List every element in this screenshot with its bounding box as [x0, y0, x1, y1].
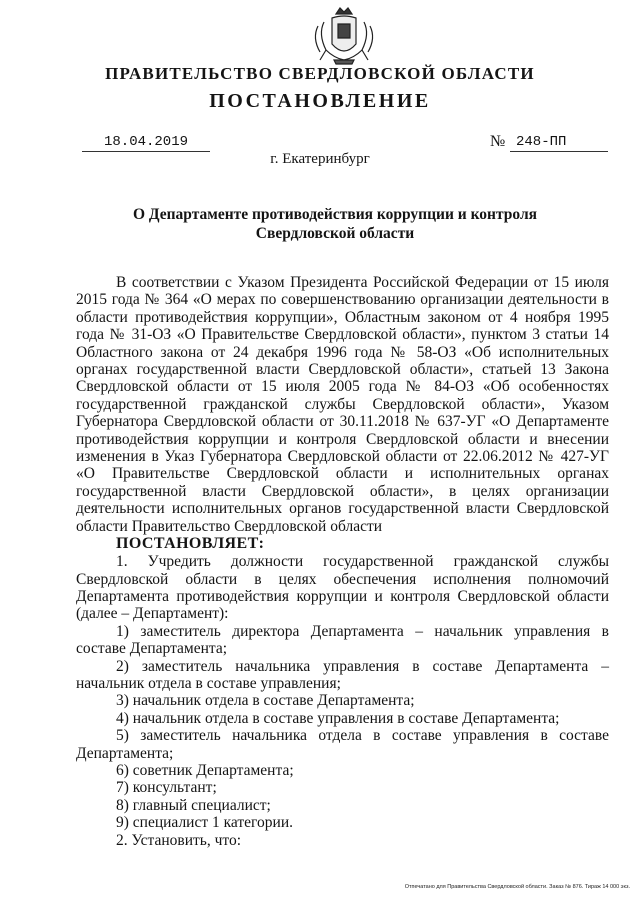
- title-line-1: О Департаменте противодействия коррупции и контроля: [132, 206, 538, 223]
- title-line-2: Свердловской области: [255, 225, 415, 242]
- document-date: 18.04.2019: [82, 134, 210, 152]
- list-item: 1) заместитель директора Департамента – начальник управления в составе Департамента;: [76, 622, 609, 658]
- list-item: 6) советник Департамента;: [116, 761, 294, 779]
- paragraph-2: 2. Установить, что:: [116, 831, 242, 849]
- list-item: 4) начальник отдела в составе управления в составе Департамента;: [116, 709, 560, 727]
- paragraph-1: 1. Учредить должности государственной гражданской службы Свердловской области в целях обеспечения исполнения полномочий Департамента противодействия коррупции и контроля Свердловской области (далее – Департамент):: [76, 553, 609, 623]
- list-item: 7) консультант;: [116, 779, 217, 797]
- preamble-paragraph: В соответствии с Указом Президента Российской Федерации от 15 июля 2015 года № 364 «О мерах по совершенствованию организации деятельности в области противодействия коррупции», Областным законом от 4 ноября 1995 года № 31-ОЗ «О Правительстве Свердловской области», пунктом 3 статьи 14 Областного закона от 24 декабря 1996 года № 58-ОЗ «Об исполнительных органах государственной власти Свердловской области», статьей 13 Закона Свердловской области от 15 июля 2005 года № 84-ОЗ «Об особенностях государственной гражданской службы Свердловской области», Указом Губернатора Свердловской области от 30.11.2018 № 637-УГ «О Департаменте противодействия коррупции и контроля Свердловской области и внесении изменения в Указ Губернатора Свердловской области от 22.06.2012 № 427-УГ «О Правительстве Свердловской области и исполнительных органах государственной власти Свердловской области», в целях организации деятельности исполнительных органов государственной власти Свердловской области Правительство Свердловской области: [76, 274, 609, 535]
- document-type: ПОСТАНОВЛЕНИЕ: [209, 90, 431, 112]
- print-note: Отпечатано для Правительства Свердловской области. Заказ № 876. Тираж 14 000 экз.: [404, 884, 630, 890]
- coat-of-arms-emblem: [304, 4, 384, 68]
- list-item: 8) главный специалист;: [116, 796, 271, 814]
- list-item: 3) начальник отдела в составе Департамента;: [116, 692, 415, 710]
- list-item: 5) заместитель начальника отдела в составе управления в составе Департамента;: [76, 727, 609, 762]
- document-body: [76, 274, 609, 849]
- number-label: №: [490, 133, 506, 150]
- list-item: 2) заместитель начальника управления в составе Департамента – начальник отдела в составе управления;: [76, 657, 609, 692]
- list-item: 9) специалист 1 категории.: [116, 814, 293, 832]
- document-title: [70, 205, 600, 243]
- government-name: ПРАВИТЕЛЬСТВО СВЕРДЛОВСКОЙ ОБЛАСТИ: [105, 64, 535, 83]
- document-number: 248-ПП: [510, 134, 608, 152]
- resolve-heading: ПОСТАНОВЛЯЕТ:: [116, 535, 265, 553]
- city: г. Екатеринбург: [270, 151, 370, 167]
